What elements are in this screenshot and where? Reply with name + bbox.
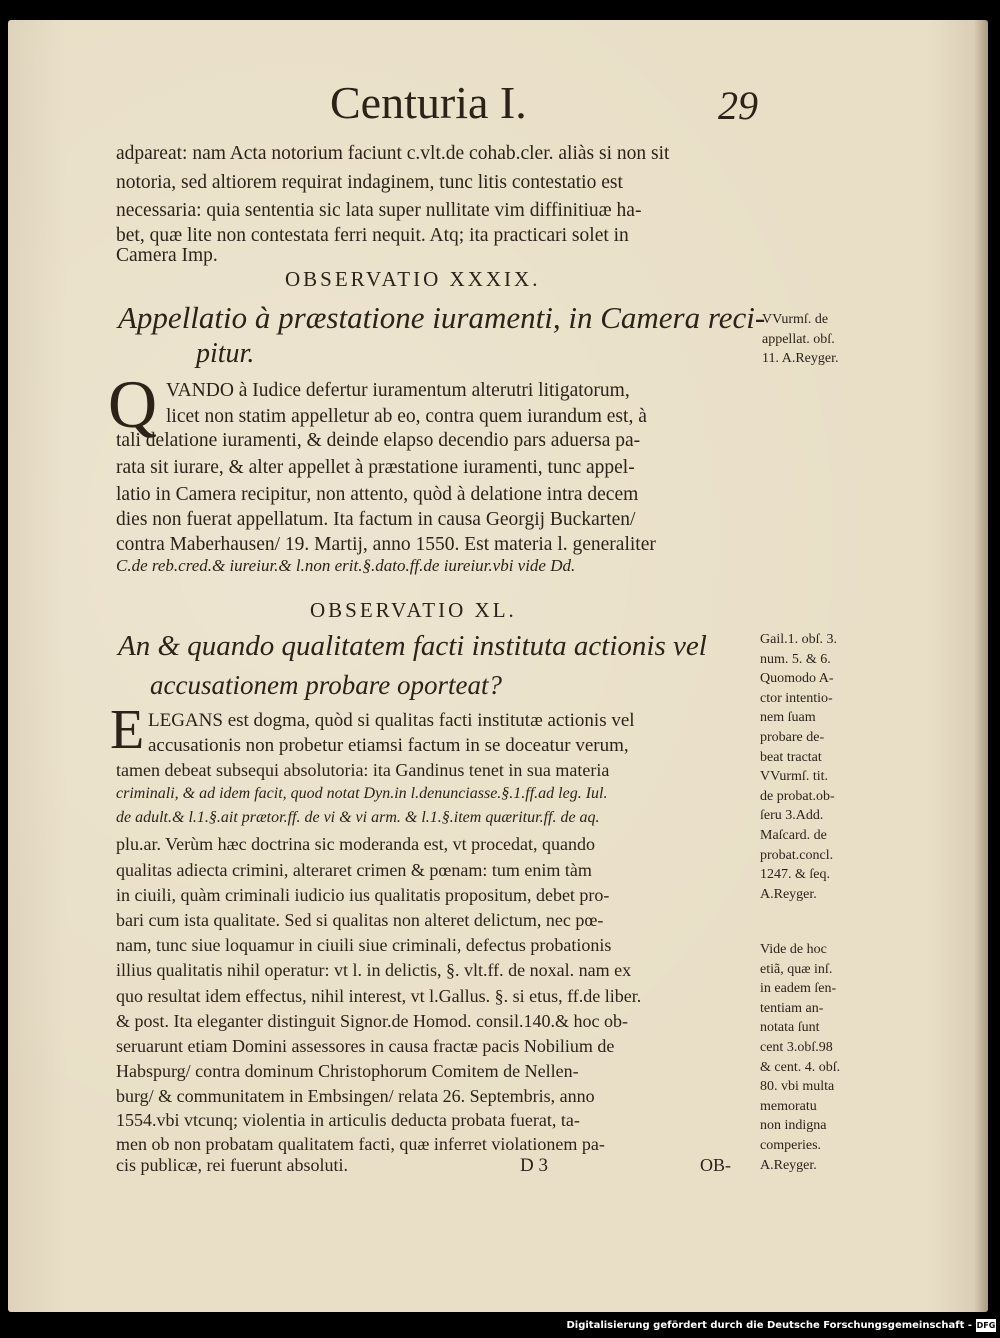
- text-line: illius qualitatis nihil operatur: vt l. in delictis, §. vlt.ff. de noxal. nam ex: [116, 960, 632, 980]
- observation-title: pitur.: [196, 338, 255, 369]
- drop-cap: E: [110, 699, 145, 761]
- funding-notice: Digitalisierung gefördert durch die Deutsche Forschungsgemeinschaft -: [566, 1320, 972, 1331]
- text-line: & post. Ita eleganter distinguit Signor.de Homod. consil.140.& hoc ob-: [116, 1011, 628, 1031]
- catchword: OB-: [700, 1155, 731, 1175]
- drop-cap: Q: [108, 366, 158, 442]
- text-line: men ob non probatam qualitatem facti, quæ inferret violationem pa-: [116, 1134, 605, 1154]
- text-line: burg/ & communitatem in Embsingen/ relata 26. Septembris, anno: [116, 1086, 595, 1106]
- text-line: C.de reb.cred.& iureiur.& l.non erit.§.dato.ff.de iureiur.vbi vide Dd.: [116, 556, 576, 575]
- text-line: Camera Imp.: [116, 245, 218, 266]
- text-line: nam, tunc siue loquamur in ciuili siue criminali, defectus probationis: [116, 935, 612, 955]
- margin-note: Vide de hoc etiã, quæ inſ. in eadem ſen- tentiam an- notata ſunt cent 3.obſ.98 & cent. 4. obſ. 80. vbi multa memoratu non indigna comperies. A.Reyger.: [760, 942, 841, 1173]
- running-title: Centuria I.: [330, 77, 527, 128]
- page-edge-shadow: [974, 20, 988, 1312]
- text-line: licet non statim appelletur ab eo, contra quem iurandum est, à: [166, 406, 647, 427]
- observation-heading: OBSERVATIO XXXIX.: [285, 267, 541, 291]
- observation-title: An & quando qualitatem facti instituta actionis vel: [118, 630, 707, 662]
- text-line: quo resultat idem effectus, nihil interest, vt l.Gallus. §. si etus, ff.de liber.: [116, 986, 642, 1006]
- text-line: necessaria: quia sententia sic lata super nullitate vim diffinitiuæ ha-: [116, 200, 642, 221]
- text-line: seruarunt etiam Domini assessores in causa fractæ pacis Nobilium de: [116, 1036, 615, 1056]
- text-line: adpareat: nam Acta notorium faciunt c.vlt.de cohab.cler. aliàs si non sit: [116, 143, 670, 164]
- text-line: rata sit iurare, & alter appellet à præstatione iuramenti, tunc appel-: [116, 457, 635, 478]
- observation-title: accusationem probare oporteat?: [150, 670, 502, 700]
- page-number: 29: [718, 83, 758, 128]
- text-line: qualitas adiecta crimini, alteraret crimen & pœnam: tum enim tàm: [116, 860, 592, 880]
- text-line: latio in Camera recipitur, non attento, quòd à delatione intra decem: [116, 484, 639, 505]
- text-line: plu.ar. Verùm hæc doctrina sic moderanda est, vt procedat, quando: [116, 834, 596, 854]
- text-line: dies non fuerat appellatum. Ita factum in causa Georgij Buckarten/: [116, 509, 636, 530]
- margin-note: VVurmſ. de appellat. obſ. 11. A.Reyger.: [762, 312, 839, 367]
- margin-note: Gail.1. obſ. 3. num. 5. & 6. Quomodo A- ctor intentio- nem ſuam probare de- beat tractat VVurmſ. tit. de probat.ob- ſeru 3.Add. Maſcard. de probat.concl. 1247. & ſeq. A.Reyger.: [760, 632, 837, 902]
- text-line: 1554.vbi vtcunq; violentia in articulis deducta probata fuerat, ta-: [116, 1110, 580, 1130]
- text-line: tali delatione iuramenti, & deinde elapso decendio pars aduersa pa-: [116, 430, 641, 451]
- text-line: Habspurg/ contra dominum Christophorum Comitem de Nellen-: [116, 1061, 579, 1081]
- text-line: criminali, & ad idem facit, quod notat Dyn.in l.denunciasse.§.1.ff.ad leg. Iul.: [116, 785, 608, 802]
- text-line: de adult.& l.1.§.ait prætor.ff. de vi & vi arm. & l.1.§.item quæritur.ff. de aq.: [116, 809, 600, 826]
- observation-heading: OBSERVATIO XL.: [310, 598, 517, 622]
- text-line: in ciuili, quàm criminali iudicio ius qualitatis propositum, debet pro-: [116, 885, 610, 905]
- text-line: contra Maberhausen/ 19. Martij, anno 1550. Est materia l. generaliter: [116, 534, 656, 555]
- text-line: notoria, sed altiorem requirat indaginem, tunc litis contestatio est: [116, 172, 623, 193]
- digitization-footer: [0, 1315, 1000, 1338]
- text-line: cis publicæ, rei fuerunt absoluti.: [116, 1155, 348, 1175]
- text-line: tamen debeat subsequi absolutoria: ita Gandinus tenet in sua materia: [116, 760, 610, 780]
- observation-title: Appellatio à præstatione iuramenti, in Camera reci-: [118, 300, 766, 335]
- signature-mark: D 3: [520, 1155, 548, 1176]
- dfg-logo: DFG: [976, 1321, 996, 1330]
- text-line: accusationis non probetur etiamsi factum in se doceatur verum,: [148, 735, 629, 756]
- text-line: bet, quæ lite non contestata ferri nequit. Atq; ita practicari solet in: [116, 225, 629, 246]
- text-line: VANDO à Iudice defertur iuramentum alterutri litigatorum,: [166, 380, 630, 401]
- text-line: bari cum ista qualitate. Sed si qualitas non alteret delictum, nec pœ-: [116, 910, 604, 930]
- text-line: LEGANS est dogma, quòd si qualitas facti institutæ actionis vel: [148, 710, 635, 731]
